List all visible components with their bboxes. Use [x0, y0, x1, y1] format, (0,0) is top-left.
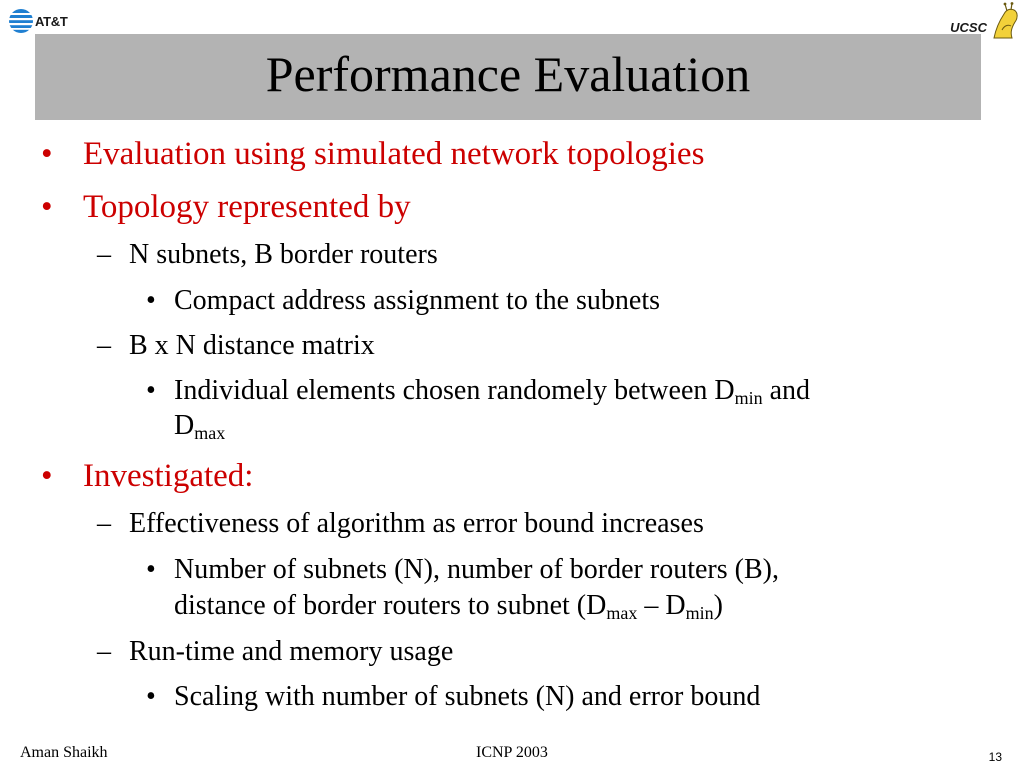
text-segment: ): [713, 590, 723, 621]
slide-title: Performance Evaluation: [265, 46, 751, 102]
subscript-min: min: [734, 388, 763, 408]
ucsc-slug-icon: [990, 2, 1020, 42]
bullet-marker: •: [41, 458, 53, 494]
dash-marker: –: [97, 330, 111, 361]
bullet-level1: Evaluation using simulated network topologies: [83, 136, 705, 172]
bullet-marker: •: [41, 189, 53, 225]
footer-conference: ICNP 2003: [476, 744, 548, 761]
bullet-marker: •: [146, 554, 156, 585]
bullet-marker: •: [146, 681, 156, 712]
bullet-level3: Scaling with number of subnets (N) and error bound: [174, 681, 761, 712]
text-segment: and: [762, 375, 811, 406]
text-segment: distance of border routers to subnet (D: [174, 590, 607, 621]
bullet-level3: [174, 375, 810, 407]
bullet-marker: •: [41, 136, 53, 172]
dash-marker: –: [97, 239, 111, 270]
bullet-level3-continuation: [174, 410, 225, 442]
att-globe-icon: [8, 8, 34, 34]
text-segment: – D: [637, 590, 686, 621]
bullet-level1: Investigated:: [83, 458, 254, 494]
att-logo: [8, 8, 68, 34]
bullet-level3: Compact address assignment to the subnets: [174, 285, 661, 316]
text-segment: Individual elements chosen randomely between D: [174, 375, 735, 406]
bullet-level3-continuation: [174, 590, 723, 622]
bullet-level2: B x N distance matrix: [129, 330, 375, 361]
bullet-level2: Run-time and memory usage: [129, 636, 454, 667]
footer-author: Aman Shaikh: [20, 744, 108, 761]
bullet-level2: N subnets, B border routers: [129, 239, 438, 270]
att-logo-text: AT&T: [35, 13, 68, 29]
bullet-level1: Topology represented by: [83, 189, 411, 225]
title-bar: [35, 34, 981, 120]
page-number: 13: [988, 750, 1002, 764]
text-segment: D: [174, 410, 195, 441]
bullet-marker: •: [146, 375, 156, 406]
dash-marker: –: [97, 508, 111, 539]
subscript-max: max: [194, 423, 226, 443]
subscript-max: max: [606, 603, 638, 623]
ucsc-logo-text: UCSC: [950, 19, 987, 35]
bullet-marker: •: [146, 285, 156, 316]
subscript-min: min: [685, 603, 714, 623]
dash-marker: –: [97, 636, 111, 667]
bullet-level3: Number of subnets (N), number of border routers (B),: [174, 554, 779, 585]
bullet-level2: Effectiveness of algorithm as error bound increases: [129, 508, 704, 539]
